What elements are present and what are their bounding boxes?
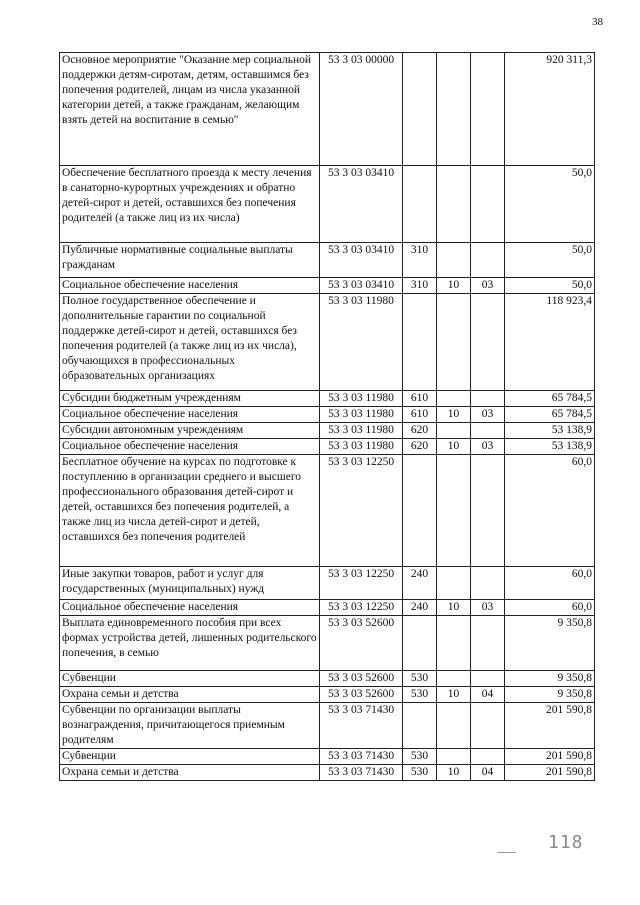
row-rz bbox=[437, 567, 471, 600]
row-vr: 530 bbox=[403, 687, 437, 703]
table-row bbox=[60, 703, 595, 749]
row-vr: 310 bbox=[403, 278, 437, 294]
row-name: Основное мероприятие "Оказание мер социальной поддержки детям-сиротам, детям, оставшимся без попечения родителей, лицам из числа указанной категории детей, а также гражданам, желающим взять детей на воспитание в семью" bbox=[60, 53, 320, 166]
row-name: Социальное обеспечение населения bbox=[60, 439, 320, 455]
row-sum: 118 923,4 bbox=[505, 294, 595, 391]
table-row bbox=[60, 671, 595, 687]
table-row bbox=[60, 616, 595, 671]
handwritten-page-stamp: 118 bbox=[548, 832, 584, 853]
row-name: Публичные нормативные социальные выплаты гражданам bbox=[60, 243, 320, 278]
table-row bbox=[60, 407, 595, 423]
row-rz bbox=[437, 616, 471, 671]
row-pr: 04 bbox=[471, 765, 505, 781]
row-vr bbox=[403, 455, 437, 567]
row-sum: 60,0 bbox=[505, 600, 595, 616]
row-name: Охрана семьи и детства bbox=[60, 687, 320, 703]
row-pr: 03 bbox=[471, 278, 505, 294]
row-rz bbox=[437, 294, 471, 391]
row-vr bbox=[403, 166, 437, 243]
table-row bbox=[60, 765, 595, 781]
footer-dash bbox=[498, 852, 516, 853]
row-name: Охрана семьи и детства bbox=[60, 765, 320, 781]
row-sum: 60,0 bbox=[505, 455, 595, 567]
table-row bbox=[60, 53, 595, 166]
row-rz: 10 bbox=[437, 687, 471, 703]
row-csr: 53 3 03 52600 bbox=[320, 671, 403, 687]
row-pr bbox=[471, 243, 505, 278]
row-sum: 920 311,3 bbox=[505, 53, 595, 166]
row-csr: 53 3 03 52600 bbox=[320, 616, 403, 671]
row-csr: 53 3 03 11980 bbox=[320, 407, 403, 423]
row-name: Субвенции по организации выплаты вознаграждения, причитающегося приемным родителям bbox=[60, 703, 320, 749]
row-pr: 03 bbox=[471, 439, 505, 455]
row-name: Социальное обеспечение населения bbox=[60, 600, 320, 616]
row-csr: 53 3 03 71430 bbox=[320, 749, 403, 765]
row-name: Социальное обеспечение населения bbox=[60, 407, 320, 423]
row-csr: 53 3 03 12250 bbox=[320, 455, 403, 567]
row-csr: 53 3 03 12250 bbox=[320, 567, 403, 600]
row-vr bbox=[403, 703, 437, 749]
row-vr: 530 bbox=[403, 749, 437, 765]
row-rz: 10 bbox=[437, 439, 471, 455]
row-vr: 310 bbox=[403, 243, 437, 278]
table-row bbox=[60, 455, 595, 567]
row-rz bbox=[437, 423, 471, 439]
budget-table-body bbox=[60, 53, 595, 781]
row-sum: 201 590,8 bbox=[505, 749, 595, 765]
table-row bbox=[60, 687, 595, 703]
page-number: 38 bbox=[592, 16, 603, 28]
row-sum: 53 138,9 bbox=[505, 439, 595, 455]
row-sum: 60,0 bbox=[505, 567, 595, 600]
table-row bbox=[60, 567, 595, 600]
row-rz bbox=[437, 53, 471, 166]
row-sum: 65 784,5 bbox=[505, 407, 595, 423]
budget-table bbox=[59, 52, 595, 781]
row-rz: 10 bbox=[437, 407, 471, 423]
row-csr: 53 3 03 03410 bbox=[320, 278, 403, 294]
row-rz: 10 bbox=[437, 765, 471, 781]
row-rz bbox=[437, 455, 471, 567]
row-rz: 10 bbox=[437, 278, 471, 294]
row-vr: 240 bbox=[403, 600, 437, 616]
row-pr bbox=[471, 616, 505, 671]
row-csr: 53 3 03 03410 bbox=[320, 243, 403, 278]
row-name: Субсидии бюджетным учреждениям bbox=[60, 391, 320, 407]
row-vr: 620 bbox=[403, 439, 437, 455]
table-row bbox=[60, 423, 595, 439]
row-name: Полное государственное обеспечение и дополнительные гарантии по социальной поддержке детей-сирот и детей, оставшихся без попечения родителей (а также лиц из их числа), обучающихся в профессиональных образовательных организациях bbox=[60, 294, 320, 391]
row-rz bbox=[437, 166, 471, 243]
row-name: Выплата единовременного пособия при всех формах устройства детей, лишенных родительского попечения, в семью bbox=[60, 616, 320, 671]
row-name: Социальное обеспечение населения bbox=[60, 278, 320, 294]
row-sum: 50,0 bbox=[505, 166, 595, 243]
table-row bbox=[60, 278, 595, 294]
row-pr bbox=[471, 391, 505, 407]
row-csr: 53 3 03 11980 bbox=[320, 423, 403, 439]
table-row bbox=[60, 166, 595, 243]
row-vr: 530 bbox=[403, 671, 437, 687]
row-sum: 9 350,8 bbox=[505, 671, 595, 687]
row-sum: 50,0 bbox=[505, 278, 595, 294]
row-name: Субсидии автономным учреждениям bbox=[60, 423, 320, 439]
row-pr: 04 bbox=[471, 687, 505, 703]
row-name: Бесплатное обучение на курсах по подготовке к поступлению в организации среднего и высшего профессионального образования детей-сирот и детей, оставшихся без попечения родителей, а также лиц из числа детей-сирот и детей, оставшихся без попечения родителей bbox=[60, 455, 320, 567]
row-csr: 53 3 03 12250 bbox=[320, 600, 403, 616]
row-csr: 53 3 03 11980 bbox=[320, 439, 403, 455]
row-pr bbox=[471, 703, 505, 749]
row-sum: 9 350,8 bbox=[505, 616, 595, 671]
table-row bbox=[60, 294, 595, 391]
row-pr: 03 bbox=[471, 407, 505, 423]
row-csr: 53 3 03 52600 bbox=[320, 687, 403, 703]
row-csr: 53 3 03 03410 bbox=[320, 166, 403, 243]
row-pr bbox=[471, 53, 505, 166]
row-pr bbox=[471, 567, 505, 600]
row-pr bbox=[471, 294, 505, 391]
table-row bbox=[60, 749, 595, 765]
row-vr: 240 bbox=[403, 567, 437, 600]
row-pr bbox=[471, 455, 505, 567]
row-sum: 53 138,9 bbox=[505, 423, 595, 439]
row-csr: 53 3 03 71430 bbox=[320, 765, 403, 781]
row-pr bbox=[471, 671, 505, 687]
table-row bbox=[60, 391, 595, 407]
row-pr bbox=[471, 423, 505, 439]
table-row bbox=[60, 243, 595, 278]
row-csr: 53 3 03 00000 bbox=[320, 53, 403, 166]
row-vr: 530 bbox=[403, 765, 437, 781]
row-vr: 610 bbox=[403, 391, 437, 407]
row-csr: 53 3 03 11980 bbox=[320, 294, 403, 391]
row-vr bbox=[403, 616, 437, 671]
row-rz bbox=[437, 703, 471, 749]
row-sum: 201 590,8 bbox=[505, 765, 595, 781]
row-rz bbox=[437, 243, 471, 278]
row-pr: 03 bbox=[471, 600, 505, 616]
row-rz bbox=[437, 749, 471, 765]
row-rz: 10 bbox=[437, 600, 471, 616]
table-row bbox=[60, 439, 595, 455]
row-rz bbox=[437, 391, 471, 407]
row-vr: 620 bbox=[403, 423, 437, 439]
row-name: Иные закупки товаров, работ и услуг для государственных (муниципальных) нужд bbox=[60, 567, 320, 600]
row-vr bbox=[403, 294, 437, 391]
row-pr bbox=[471, 166, 505, 243]
row-name: Субвенции bbox=[60, 671, 320, 687]
row-csr: 53 3 03 71430 bbox=[320, 703, 403, 749]
row-name: Обеспечение бесплатного проезда к месту лечения в санаторно-курортных учреждениях и обратно детей-сирот и детей, оставшихся без попечения родителей (а также лиц из их числа) bbox=[60, 166, 320, 243]
row-vr: 610 bbox=[403, 407, 437, 423]
row-rz bbox=[437, 671, 471, 687]
row-sum: 65 784,5 bbox=[505, 391, 595, 407]
row-name: Субвенции bbox=[60, 749, 320, 765]
row-sum: 50,0 bbox=[505, 243, 595, 278]
row-vr bbox=[403, 53, 437, 166]
row-pr bbox=[471, 749, 505, 765]
row-csr: 53 3 03 11980 bbox=[320, 391, 403, 407]
row-sum: 9 350,8 bbox=[505, 687, 595, 703]
table-row bbox=[60, 600, 595, 616]
row-sum: 201 590,8 bbox=[505, 703, 595, 749]
